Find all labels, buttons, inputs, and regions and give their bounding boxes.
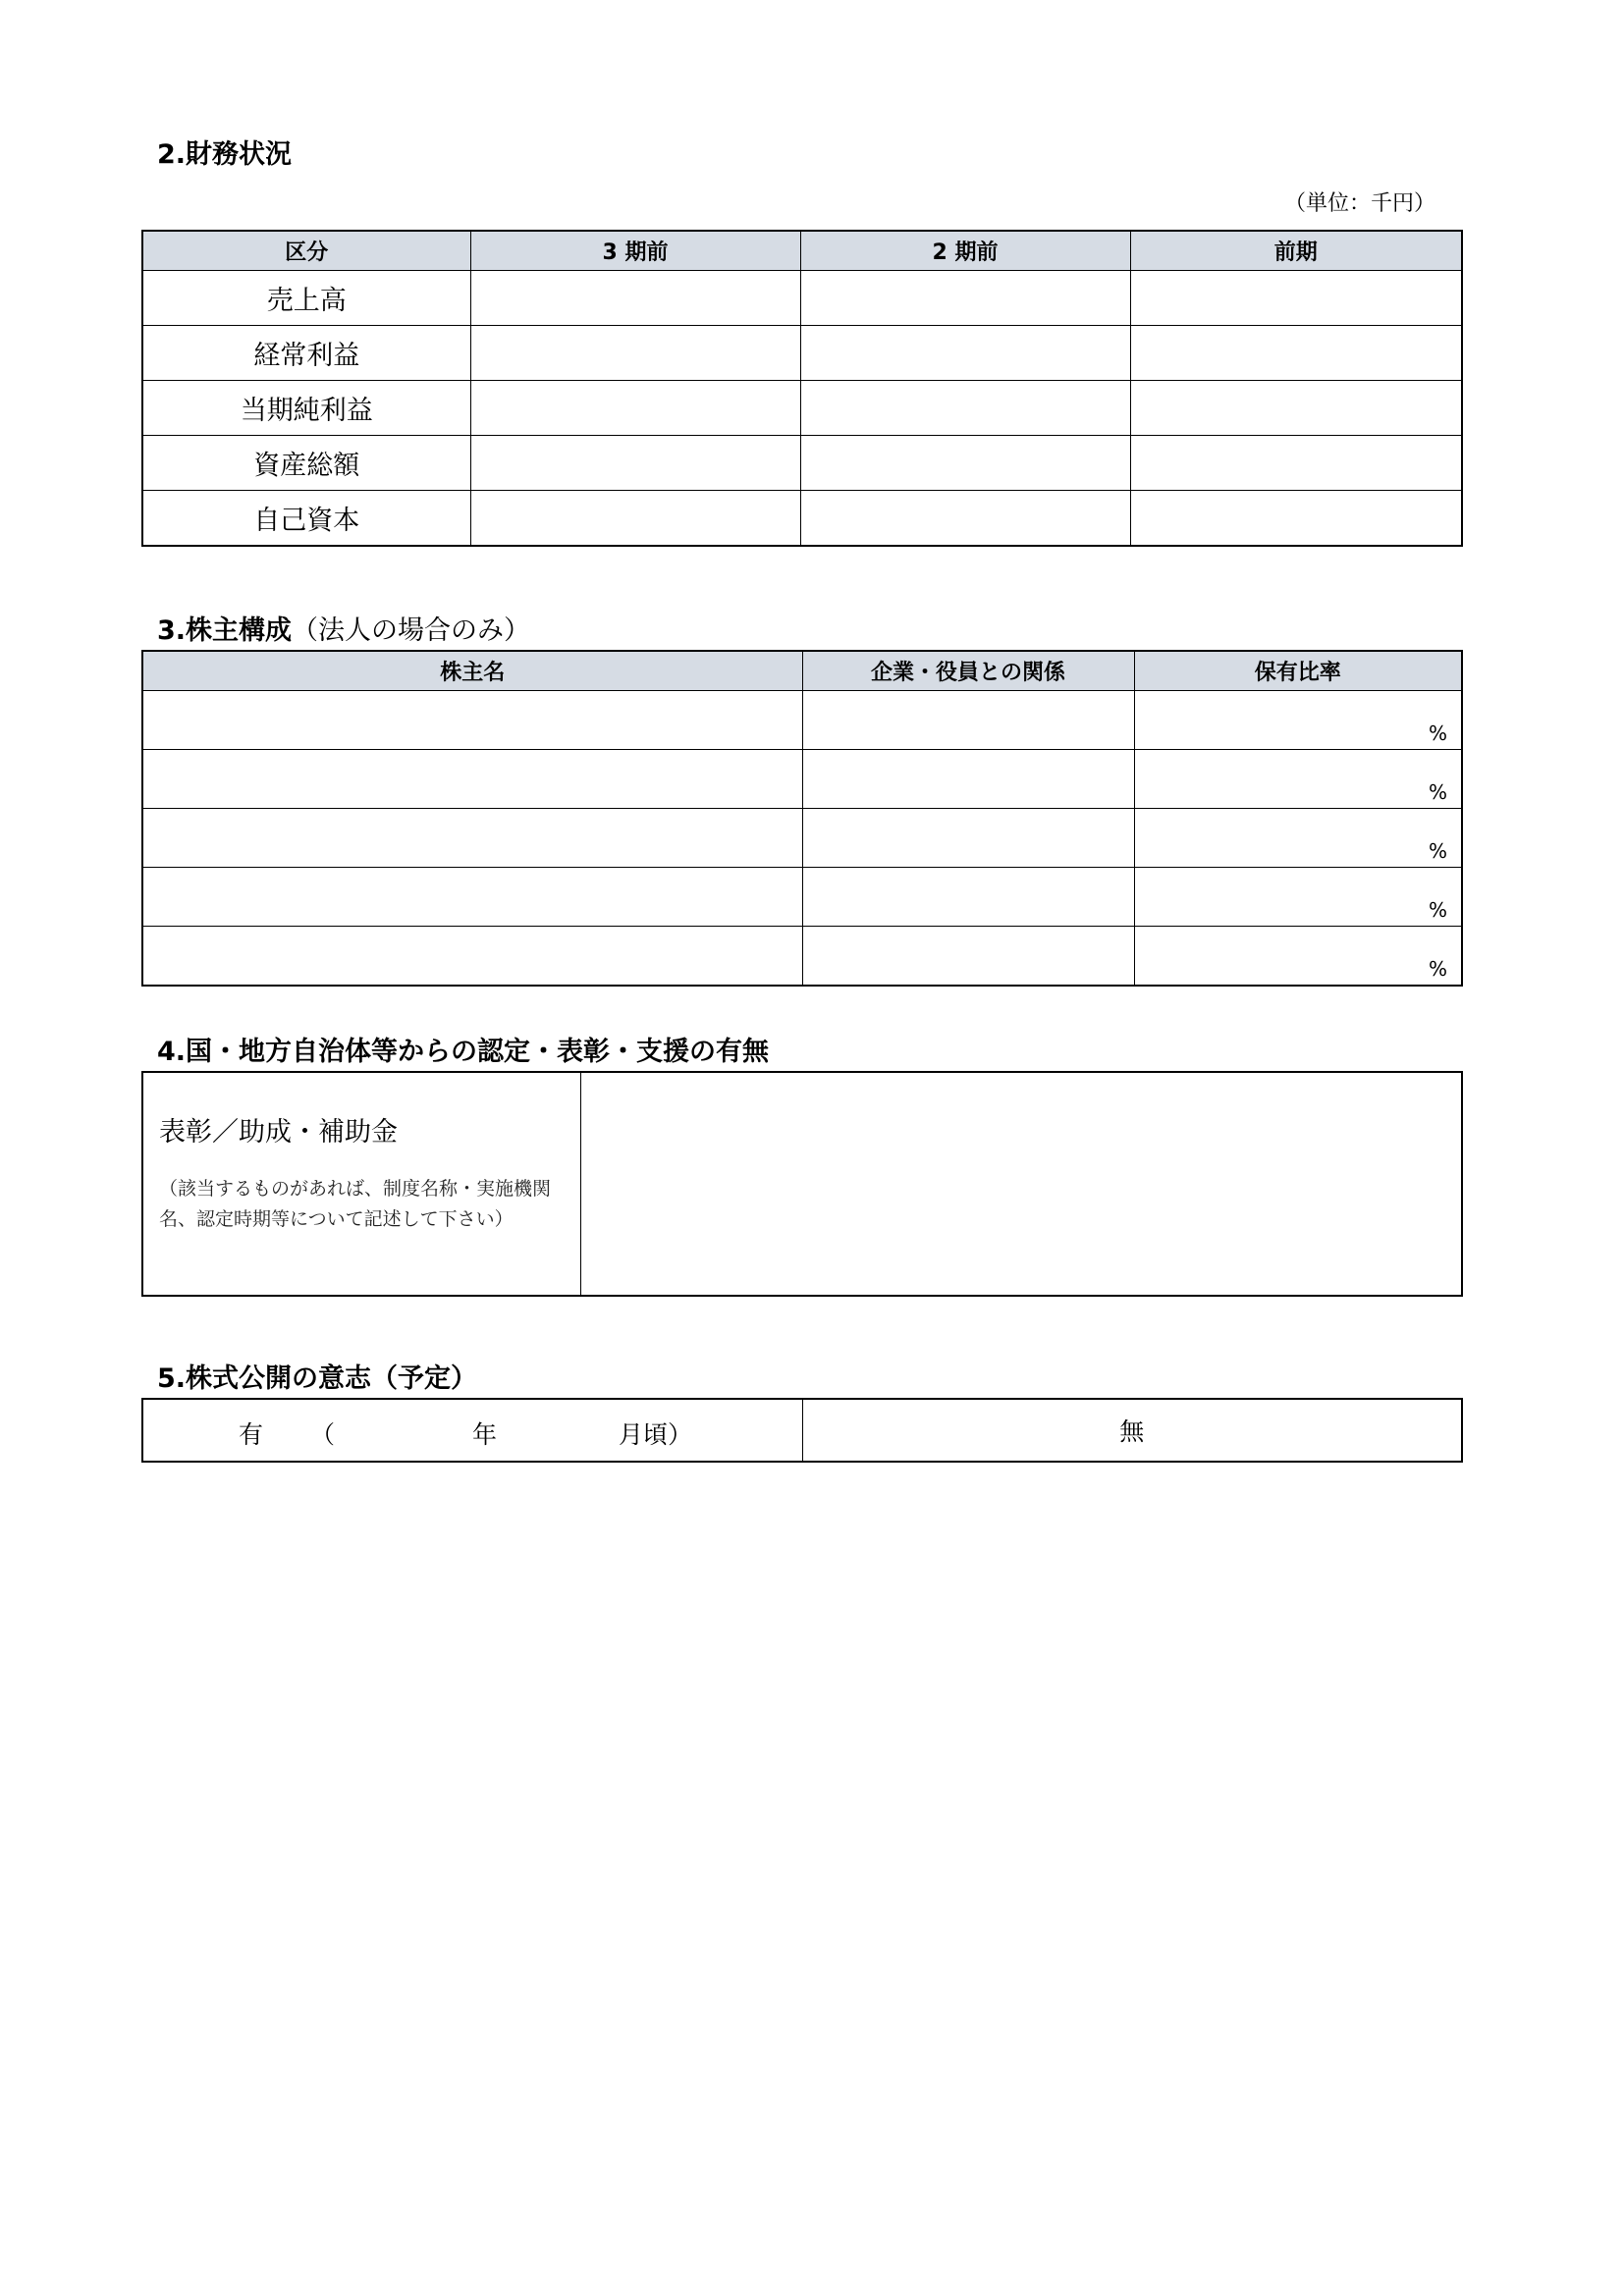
value-cell[interactable]: [1130, 381, 1462, 436]
row-label-sales: 売上高: [142, 271, 470, 326]
value-cell[interactable]: [1130, 326, 1462, 381]
ownership-ratio-cell[interactable]: %: [1134, 809, 1462, 868]
ipo-section-title: 5.株式公開の意志（予定）: [157, 1363, 478, 1394]
table-row: [142, 381, 1462, 436]
header-previous-period: 前期: [1130, 231, 1462, 271]
value-cell[interactable]: [470, 436, 800, 491]
table-header-row: [142, 651, 1462, 691]
awards-entry-cell[interactable]: [580, 1072, 1462, 1296]
header-2-periods-ago: 2 期前: [800, 231, 1130, 271]
table-row: [142, 750, 1462, 809]
table-header-row: [142, 231, 1462, 271]
table-row: [142, 271, 1462, 326]
ownership-ratio-cell[interactable]: %: [1134, 691, 1462, 750]
awards-table: [141, 1071, 1463, 1297]
relationship-cell[interactable]: [802, 927, 1134, 987]
ipo-yes-label: 有: [239, 1420, 264, 1449]
value-cell[interactable]: [800, 381, 1130, 436]
shareholders-table: [141, 650, 1463, 987]
ipo-table: [141, 1398, 1463, 1463]
row-label-equity: 自己資本: [142, 491, 470, 547]
ipo-open-paren: （: [310, 1420, 336, 1449]
shareholder-name-cell[interactable]: [142, 868, 802, 927]
table-row: [142, 691, 1462, 750]
header-ownership-ratio: 保有比率: [1134, 651, 1462, 691]
financial-section-title: 2.財務状況: [157, 139, 293, 170]
header-shareholder-name: 株主名: [142, 651, 802, 691]
table-row: [142, 491, 1462, 547]
table-row: [142, 436, 1462, 491]
value-cell[interactable]: [800, 271, 1130, 326]
table-row: [142, 1399, 1462, 1462]
shareholder-name-cell[interactable]: [142, 809, 802, 868]
ipo-month-label: 月頃）: [619, 1420, 693, 1449]
table-row: [142, 927, 1462, 987]
value-cell[interactable]: [1130, 491, 1462, 547]
relationship-cell[interactable]: [802, 809, 1134, 868]
value-cell[interactable]: [800, 491, 1130, 547]
ipo-no-option[interactable]: 無: [802, 1399, 1462, 1462]
value-cell[interactable]: [470, 491, 800, 547]
ipo-year-label: 年: [472, 1420, 498, 1449]
awards-label-cell: [142, 1072, 580, 1296]
value-cell[interactable]: [1130, 271, 1462, 326]
row-label-net-profit: 当期純利益: [142, 381, 470, 436]
ownership-ratio-cell[interactable]: %: [1134, 750, 1462, 809]
row-label-total-assets: 資産総額: [142, 436, 470, 491]
shareholder-name-cell[interactable]: [142, 750, 802, 809]
shareholder-name-cell[interactable]: [142, 691, 802, 750]
value-cell[interactable]: [800, 436, 1130, 491]
awards-section-title: 4.国・地方自治体等からの認定・表彰・支援の有無: [157, 1037, 770, 1067]
value-cell[interactable]: [470, 381, 800, 436]
financial-table: [141, 230, 1463, 547]
value-cell[interactable]: [800, 326, 1130, 381]
awards-note: （該当するものがあれば、制度名称・実施機関名、認定時期等について記述して下さい）: [159, 1178, 552, 1230]
value-cell[interactable]: [1130, 436, 1462, 491]
relationship-cell[interactable]: [802, 750, 1134, 809]
table-row: [142, 326, 1462, 381]
row-label-ordinary-profit: 経常利益: [142, 326, 470, 381]
shareholder-name-cell[interactable]: [142, 927, 802, 987]
table-row: [142, 809, 1462, 868]
header-relationship: 企業・役員との関係: [802, 651, 1134, 691]
header-category: 区分: [142, 231, 470, 271]
ownership-ratio-cell[interactable]: %: [1134, 927, 1462, 987]
shareholders-title-text: 3.株主構成: [157, 615, 293, 646]
table-row: [142, 868, 1462, 927]
shareholders-title-note: （法人の場合のみ）: [292, 615, 531, 646]
value-cell[interactable]: [470, 326, 800, 381]
ownership-ratio-cell[interactable]: %: [1134, 868, 1462, 927]
shareholders-section-title: [157, 609, 530, 647]
awards-label: 表彰／助成・補助金: [159, 1117, 398, 1148]
table-row: [142, 1072, 1462, 1296]
header-3-periods-ago: 3 期前: [470, 231, 800, 271]
value-cell[interactable]: [470, 271, 800, 326]
unit-label: （単位：千円）: [1283, 191, 1435, 216]
ipo-yes-option[interactable]: [142, 1399, 802, 1462]
relationship-cell[interactable]: [802, 691, 1134, 750]
relationship-cell[interactable]: [802, 868, 1134, 927]
